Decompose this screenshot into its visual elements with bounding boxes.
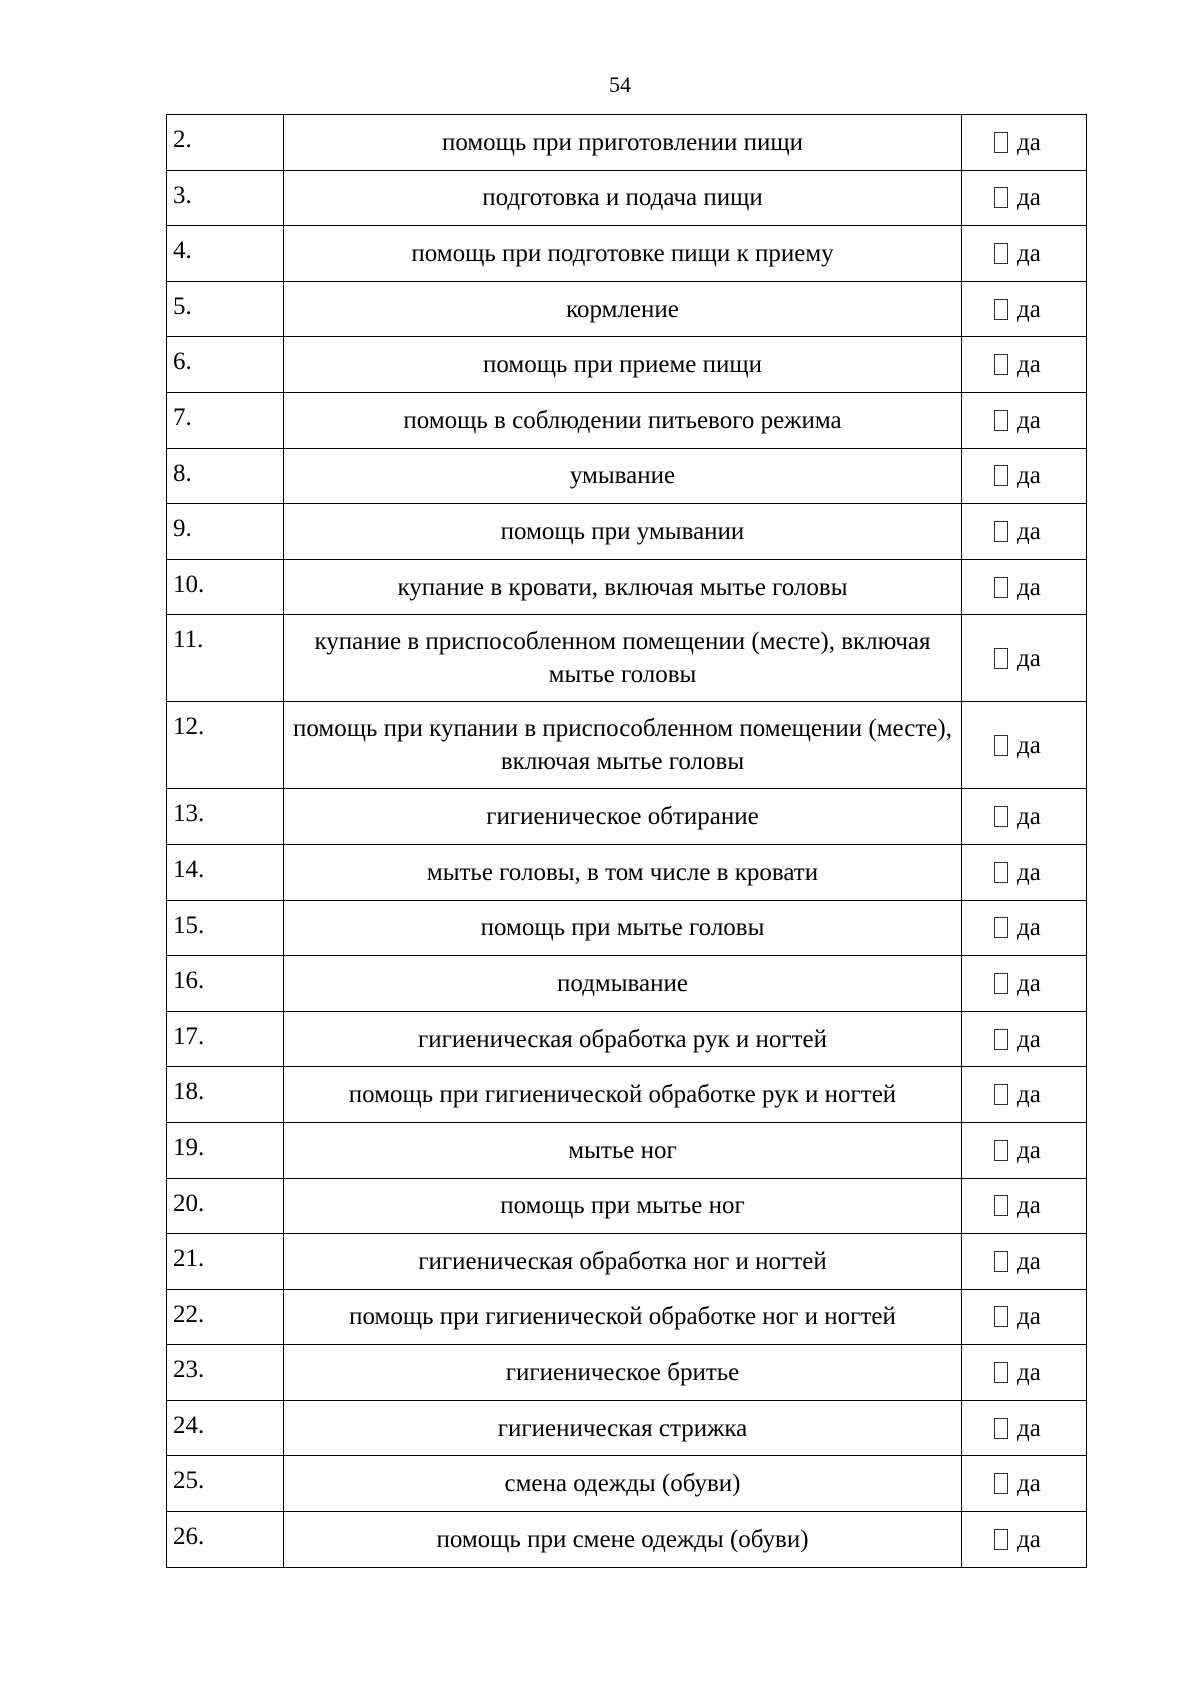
checkbox-label: да [1017,1247,1041,1275]
checkbox-icon[interactable] [994,735,1008,756]
service-description: помощь при приеме пищи [284,337,962,393]
table-row [167,789,1087,845]
table-row [167,1178,1087,1234]
checkbox-label: да [1017,1303,1041,1331]
checkbox-icon[interactable] [994,862,1008,883]
row-number: 10. [167,559,284,615]
row-number: 20. [167,1178,284,1234]
checkbox-cell[interactable] [962,844,1087,900]
table-row [167,1512,1087,1568]
service-description: подготовка и подача пищи [284,170,962,226]
checkbox-icon[interactable] [994,1140,1008,1161]
service-description: помощь при смене одежды (обуви) [284,1512,962,1568]
row-number: 14. [167,844,284,900]
checkbox-label: да [1017,517,1041,545]
checkbox-cell[interactable] [962,281,1087,337]
table-row [167,900,1087,956]
checkbox-label: да [1017,731,1041,759]
checkbox-label: да [1017,1136,1041,1164]
checkbox-icon[interactable] [994,1362,1008,1383]
checkbox-icon[interactable] [994,1306,1008,1327]
checkbox-icon[interactable] [994,354,1008,375]
row-number: 13. [167,789,284,845]
checkbox-icon[interactable] [994,648,1008,669]
checkbox-label: да [1017,858,1041,886]
checkbox-cell[interactable] [962,504,1087,560]
checkbox-cell[interactable] [962,170,1087,226]
row-number: 12. [167,702,284,789]
checkbox-cell[interactable] [962,900,1087,956]
table-row [167,559,1087,615]
service-description: купание в кровати, включая мытье головы [284,559,962,615]
service-description: помощь при купании в приспособленном помещении (месте), включая мытье головы [284,702,962,789]
service-description: помощь при подготовке пищи к приему [284,226,962,282]
checkbox-label: да [1017,184,1041,212]
checkbox-icon[interactable] [994,806,1008,827]
row-number: 6. [167,337,284,393]
row-number: 17. [167,1011,284,1067]
service-description: помощь в соблюдении питьевого режима [284,392,962,448]
checkbox-cell[interactable] [962,1067,1087,1123]
table-row [167,1067,1087,1123]
table-row [167,170,1087,226]
checkbox-icon[interactable] [994,132,1008,153]
page-number: 54 [609,72,631,97]
checkbox-label: да [1017,406,1041,434]
row-number: 18. [167,1067,284,1123]
checkbox-label: да [1017,1081,1041,1109]
row-number: 22. [167,1289,284,1345]
checkbox-icon[interactable] [994,1195,1008,1216]
table-row [167,226,1087,282]
service-description: гигиеническая стрижка [284,1400,962,1456]
table-row [167,392,1087,448]
service-description: умывание [284,448,962,504]
checkbox-icon[interactable] [994,917,1008,938]
service-description: мытье головы, в том числе в кровати [284,844,962,900]
checkbox-icon[interactable] [994,1029,1008,1050]
row-number: 24. [167,1400,284,1456]
checkbox-cell[interactable] [962,702,1087,789]
checkbox-cell[interactable] [962,1456,1087,1512]
row-number: 4. [167,226,284,282]
table-row [167,1011,1087,1067]
checkbox-icon[interactable] [994,1084,1008,1105]
checkbox-label: да [1017,128,1041,156]
checkbox-cell[interactable] [962,337,1087,393]
checkbox-icon[interactable] [994,1529,1008,1550]
service-description: помощь при мытье ног [284,1178,962,1234]
checkbox-cell[interactable] [962,392,1087,448]
checkbox-icon[interactable] [994,187,1008,208]
table-row [167,1456,1087,1512]
service-description: мытье ног [284,1122,962,1178]
row-number: 7. [167,392,284,448]
service-description: купание в приспособленном помещении (месте), включая мытье головы [284,615,962,702]
checkbox-label: да [1017,351,1041,379]
checkbox-cell[interactable] [962,615,1087,702]
table-row [167,1345,1087,1401]
row-number: 16. [167,956,284,1012]
table-row [167,956,1087,1012]
checkbox-icon[interactable] [994,973,1008,994]
row-number: 15. [167,900,284,956]
checkbox-cell[interactable] [962,789,1087,845]
service-description: гигиеническая обработка рук и ногтей [284,1011,962,1067]
checkbox-icon[interactable] [994,410,1008,431]
service-description: подмывание [284,956,962,1012]
checkbox-label: да [1017,1359,1041,1387]
checkbox-cell[interactable] [962,1011,1087,1067]
row-number: 26. [167,1512,284,1568]
services-table [166,114,1087,1568]
checkbox-cell[interactable] [962,1400,1087,1456]
table-row [167,1400,1087,1456]
checkbox-cell[interactable] [962,1345,1087,1401]
checkbox-label: да [1017,239,1041,267]
checkbox-icon[interactable] [994,1251,1008,1272]
table-row [167,844,1087,900]
row-number: 5. [167,281,284,337]
checkbox-label: да [1017,803,1041,831]
checkbox-label: да [1017,969,1041,997]
table-row [167,115,1087,171]
service-description: гигиеническая обработка ног и ногтей [284,1234,962,1290]
service-description: помощь при мытье головы [284,900,962,956]
service-description: помощь при умывании [284,504,962,560]
row-number: 3. [167,170,284,226]
checkbox-label: да [1017,1525,1041,1553]
checkbox-icon[interactable] [994,1418,1008,1439]
table-row [167,1289,1087,1345]
checkbox-icon[interactable] [994,1473,1008,1494]
service-description: гигиеническое бритье [284,1345,962,1401]
checkbox-icon[interactable] [994,243,1008,264]
service-description: помощь при гигиенической обработке ног и ногтей [284,1289,962,1345]
service-description: гигиеническое обтирание [284,789,962,845]
table-row [167,504,1087,560]
service-description: кормление [284,281,962,337]
row-number: 2. [167,115,284,171]
row-number: 9. [167,504,284,560]
checkbox-icon[interactable] [994,577,1008,598]
checkbox-cell[interactable] [962,226,1087,282]
row-number: 25. [167,1456,284,1512]
checkbox-cell[interactable] [962,1234,1087,1290]
row-number: 21. [167,1234,284,1290]
checkbox-label: да [1017,1414,1041,1442]
checkbox-label: да [1017,462,1041,490]
checkbox-cell[interactable] [962,448,1087,504]
checkbox-label: да [1017,1025,1041,1053]
checkbox-cell[interactable] [962,1512,1087,1568]
checkbox-icon[interactable] [994,465,1008,486]
service-description: помощь при приготовлении пищи [284,115,962,171]
table-row [167,281,1087,337]
row-number: 8. [167,448,284,504]
checkbox-cell[interactable] [962,1122,1087,1178]
table-row [167,337,1087,393]
row-number: 23. [167,1345,284,1401]
row-number: 11. [167,615,284,702]
row-number: 19. [167,1122,284,1178]
checkbox-label: да [1017,644,1041,672]
checkbox-cell[interactable] [962,1178,1087,1234]
service-description: смена одежды (обуви) [284,1456,962,1512]
checkbox-label: да [1017,1470,1041,1498]
checkbox-label: да [1017,1192,1041,1220]
table-row [167,1122,1087,1178]
table-row [167,702,1087,789]
checkbox-icon[interactable] [994,521,1008,542]
checkbox-icon[interactable] [994,299,1008,320]
checkbox-cell[interactable] [962,1289,1087,1345]
checkbox-cell[interactable] [962,559,1087,615]
table-row [167,615,1087,702]
checkbox-label: да [1017,573,1041,601]
checkbox-label: да [1017,295,1041,323]
checkbox-cell[interactable] [962,956,1087,1012]
table-row [167,448,1087,504]
checkbox-label: да [1017,914,1041,942]
checkbox-cell[interactable] [962,115,1087,171]
service-description: помощь при гигиенической обработке рук и ногтей [284,1067,962,1123]
table-row [167,1234,1087,1290]
